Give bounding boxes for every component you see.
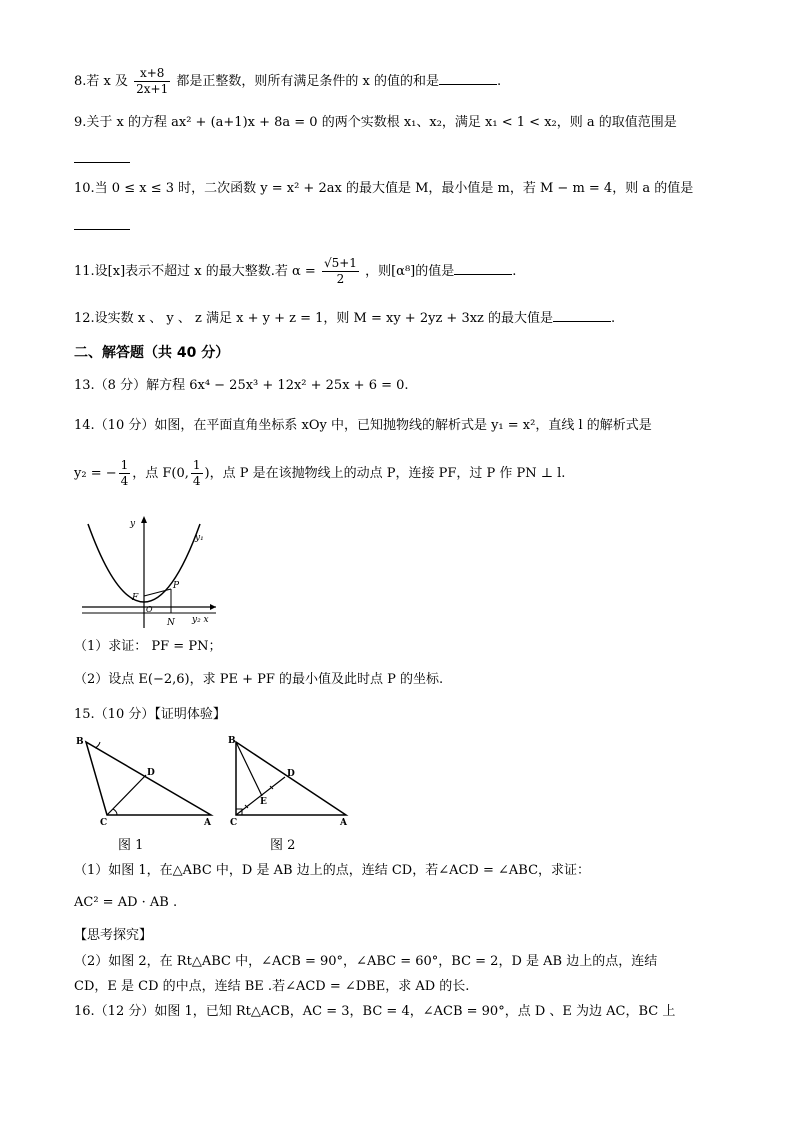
fraction: $\frac{1}{4}$ — [192, 458, 201, 488]
segment-cd — [236, 777, 285, 815]
triangle-figure-1 — [74, 732, 219, 827]
label-y1: y₁ — [195, 533, 204, 543]
x-axis-arrow — [210, 604, 216, 610]
question-10: 10.当 0 ≤ x ≤ 3 时，二次函数 y = x² + 2ax 的最大值是 M，最小值是 m，若 M − m = 4，则 a 的值是 — [74, 181, 694, 196]
label-c: C — [100, 818, 108, 827]
label-f: F — [132, 593, 139, 603]
figure-2-caption: 图 2 — [270, 838, 296, 853]
answer-blank — [454, 262, 512, 275]
label-p: P — [173, 581, 180, 591]
answer-blank — [553, 309, 611, 322]
answer-blank — [439, 72, 497, 85]
fraction: $\frac{1}{4}$ — [120, 458, 129, 488]
label-a: A — [340, 818, 347, 827]
y-axis-arrow — [141, 516, 147, 523]
question-9: 9.关于 x 的方程 ax² + (a+1)x + 8a = 0 的两个实数根 x₁、x₂，满足 x₁ < 1 < x₂，则 a 的取值范围是 — [74, 115, 677, 130]
question-11: 11.设[x]表示不超过 x 的最大整数.若 α = $\frac{√5+1}{2}$ ，则[α⁸]的值是 . — [74, 256, 517, 286]
question-14-line1: 14.（10 分）如图，在平面直角坐标系 xOy 中，已知抛物线的解析式是 y₁ = x²，直线 l 的解析式是 — [74, 418, 652, 433]
question-14-sub1: （1）求证： PF = PN； — [74, 639, 222, 654]
answer-blank — [74, 162, 130, 163]
label-a: A — [204, 818, 211, 827]
section-title: 二、解答题（共 40 分） — [74, 345, 230, 361]
question-15-think: 【思考探究】 — [74, 928, 153, 943]
question-15-sub2b: CD，E 是 CD 的中点，连结 BE .若∠ACD = ∠DBE，求 AD 的长. — [74, 979, 470, 994]
angle-mark-b — [95, 742, 100, 748]
fraction: $\frac{x+8}{2x+1}$ — [136, 66, 169, 96]
answer-blank — [74, 229, 130, 230]
question-16: 16.（12 分）如图 1，已知 Rt△ACB，AC = 3，BC = 4，∠ACB = 90°，点 D 、E 为边 AC，BC 上 — [74, 1004, 676, 1019]
label-y: y — [130, 519, 136, 529]
triangle-abc — [86, 742, 211, 815]
question-15-sub2a: （2）如图 2，在 Rt△ABC 中，∠ACB = 90°，∠ABC = 60°，BC = 2，D 是 AB 边上的点，连结 — [74, 954, 658, 969]
fraction: $\frac{√5+1}{2}$ — [323, 256, 357, 286]
triangle-figure-2 — [228, 732, 358, 827]
label-c: C — [230, 818, 238, 827]
label-e: E — [260, 797, 267, 807]
parabola-figure — [74, 512, 224, 630]
label-b: B — [228, 736, 236, 746]
question-12: 12.设实数 x 、 y 、 z 满足 x + y + z = 1，则 M = xy + 2yz + 3xz 的最大值是 . — [74, 311, 616, 326]
question-14-line2: y₂ = − $\frac{1}{4}$ ，点 F(0, $\frac{1}{4}$ )，点 P 是在该抛物线上的动点 P，连接 PF，过 P 作 PN ⊥ l. — [74, 458, 566, 488]
angle-mark-c — [113, 809, 117, 815]
question-15-sub1b: AC² = AD · AB . — [74, 895, 178, 910]
label-d: D — [287, 769, 295, 779]
question-15-sub1a: （1）如图 1，在△ABC 中，D 是 AB 边上的点，连结 CD，若∠ACD = ∠ABC，求证： — [74, 863, 591, 878]
question-8: 8.若 x 及 $\frac{x+8}{2x+1}$ 都是正整数，则所有满足条件的 x 的值的和是 . — [74, 66, 502, 96]
label-n: N — [167, 618, 175, 628]
segment-pf — [144, 589, 171, 596]
segment-cd — [107, 775, 146, 815]
question-14-sub2: （2）设点 E(−2,6)，求 PE + PF 的最小值及此时点 P 的坐标. — [74, 672, 444, 687]
label-d: D — [147, 768, 155, 778]
question-13: 13.（8 分）解方程 6x⁴ − 25x³ + 12x² + 25x + 6 = 0. — [74, 378, 409, 393]
figure-1-caption: 图 1 — [118, 838, 144, 853]
question-15-title: 15.（10 分）【证明体验】 — [74, 707, 226, 722]
label-y2-x: y₂ x — [192, 615, 209, 625]
label-o: O — [146, 605, 153, 614]
label-b: B — [76, 737, 84, 747]
